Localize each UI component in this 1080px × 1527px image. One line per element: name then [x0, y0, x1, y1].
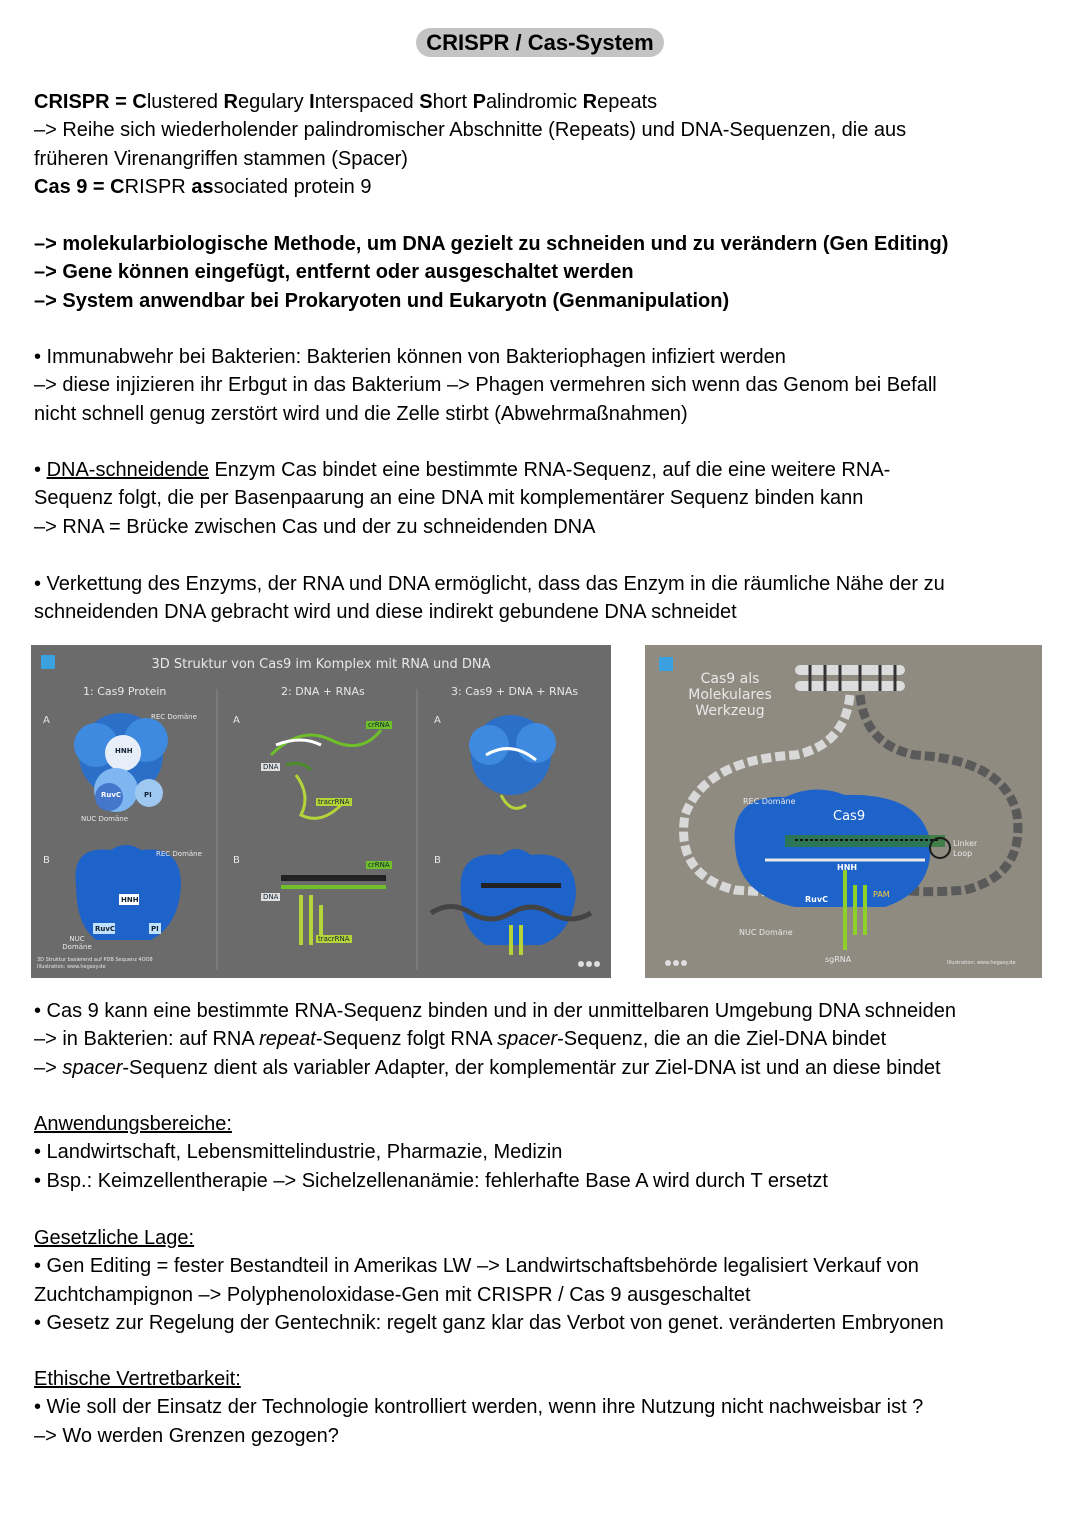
cas9-protein-schematic [75, 845, 181, 940]
figure-cas9-tool [645, 645, 1042, 978]
dna-label: DNA [263, 763, 279, 771]
nuc-domain-label: NUC Domäne [81, 815, 128, 823]
applications-section [34, 1110, 1054, 1195]
figure-cas9-structure [31, 645, 611, 978]
figure1-credit: Illustration: www.hegasy.de [37, 964, 106, 970]
section-heading: Ethische Vertretbarkeit: [34, 1368, 241, 1390]
page-title: CRISPR / Cas-System [416, 28, 663, 57]
figure2-credit: Illustration: www.hegasy.de [947, 960, 1016, 966]
figure1-col1: 1: Cas9 Protein [83, 685, 167, 698]
definition-line-3: früheren Virenangriffen stammen (Spacer) [34, 147, 408, 170]
rec-domain-label: REC Domäne [151, 713, 197, 721]
hnh-label: HNH [837, 863, 858, 872]
crrna-label: crRNA [368, 721, 390, 729]
immune-paragraph [34, 343, 1054, 428]
list-item: • Landwirtschaft, Lebensmittelindustrie, Pharmazie, Medizin [34, 1141, 563, 1164]
ruvc-label: RuvC [805, 895, 828, 904]
text-line: • DNA-schneidende Enzym Cas bindet eine bestimmte RNA-Sequenz, auf die eine weitere RNA- [34, 459, 891, 481]
section-heading: Gesetzliche Lage: [34, 1227, 195, 1249]
ruvc-label: RuvC [101, 791, 122, 799]
text-line: nicht schnell genug zerstört wird und die Zelle stirbt (Abwehrmaßnahmen) [34, 402, 688, 425]
text-line: • Immunabwehr bei Bakterien: Bakterien können von Bakteriophagen infiziert werden [34, 346, 786, 368]
list-item: Zuchtchampignon –> Polyphenoloxidase-Gen mit CRISPR / Cas 9 ausgeschaltet [34, 1283, 751, 1306]
row-label-b: B [233, 855, 240, 866]
linking-paragraph [34, 570, 1054, 627]
tracrrna-label: tracrRNA [318, 935, 350, 943]
pi-label: PI [151, 925, 159, 933]
definition-line-2: –> Reihe sich wiederholender palindromischer Abschnitte (Repeats) und DNA-Sequenzen, die aus [34, 119, 907, 142]
ruvc-label: RuvC [95, 925, 116, 933]
text-line: –> spacer-Sequenz dient als variabler Adapter, der komplementär zur Ziel-DNA ist und an diese bindet [34, 1056, 941, 1079]
row-label-b: B [43, 855, 50, 866]
tracrrna-label: tracrRNA [318, 798, 350, 806]
complex-3d [469, 715, 556, 808]
rec-domain-label: REC Domäne [156, 850, 202, 858]
figure1-col3: 3: Cas9 + DNA + RNAs [451, 685, 579, 698]
crispr-definition: CRISPR = Clustered Regulary Interspaced Short Palindromic Repeats [34, 91, 658, 113]
row-label-b: B [434, 855, 441, 866]
figure-icon [659, 657, 673, 671]
definition-block [34, 88, 1054, 201]
text-line: Sequenz folgt, die per Basenpaarung an eine DNA mit komplementärer Sequenz binden kann [34, 487, 864, 510]
list-item: • Bsp.: Keimzellentherapie –> Sichelzellenanämie: fehlerhafte Base A wird durch T ersetzt [34, 1169, 828, 1192]
rec-domain-label: REC Domäne [743, 797, 796, 806]
underlined-term: DNA-schneidende [46, 459, 209, 481]
linker-loop-label: Linker Loop [953, 839, 978, 858]
figure2-title: Cas9 als Molekulares Werkzeug [688, 671, 772, 719]
nuc-domain-label: NUC Domäne [739, 928, 793, 937]
text-line: –> in Bakterien: auf RNA repeat-Sequenz folgt RNA spacer-Sequenz, die an die Ziel-DNA bindet [34, 1028, 887, 1051]
sgrna-label: sgRNA [825, 955, 852, 964]
text-line: schneidenden DNA gebracht wird und diese indirekt gebundene DNA schneidet [34, 601, 737, 624]
dna-paragraph [34, 456, 1054, 541]
cas9-paragraph [34, 997, 1054, 1082]
cas9-body [735, 789, 931, 907]
method-points [34, 230, 1054, 315]
figure1-col2: 2: DNA + RNAs [281, 685, 365, 698]
chromosome [795, 665, 905, 691]
method-point: –> System anwendbar bei Prokaryoten und Eukaryotn (Genmanipulation) [34, 289, 730, 312]
list-item: • Gen Editing = fester Bestandteil in Amerikas LW –> Landwirtschaftsbehörde legalisiert Verkauf von [34, 1255, 919, 1278]
dna-label: DNA [263, 893, 279, 901]
text-line: • Cas 9 kann eine bestimmte RNA-Sequenz binden und in der unmittelbaren Umgebung DNA schneiden [34, 1000, 956, 1022]
figure1-credit: 3D Struktur basierend auf PDB Sequenz 4OO8 [37, 957, 153, 963]
list-item: –> Wo werden Grenzen gezogen? [34, 1424, 339, 1447]
legal-section [34, 1224, 1054, 1337]
complex-schematic [431, 849, 591, 955]
section-heading: Anwendungsbereiche: [34, 1113, 232, 1135]
text-line: –> RNA = Brücke zwischen Cas und der zu schneidenden DNA [34, 515, 596, 538]
hnh-label: HNH [121, 896, 139, 904]
pi-label: PI [144, 791, 152, 799]
ethics-section [34, 1365, 1054, 1450]
hnh-label: HNH [115, 747, 133, 755]
list-item: • Wie soll der Einsatz der Technologie kontrolliert werden, wenn ihre Nutzung nicht nachweisbar ist ? [34, 1396, 924, 1419]
method-point: –> molekularbiologische Methode, um DNA gezielt zu schneiden und zu verändern (Gen Editing) [34, 233, 949, 255]
row-label-a: A [434, 715, 441, 726]
crrna-label: crRNA [368, 861, 390, 869]
text-line: –> diese injizieren ihr Erbgut in das Bakterium –> Phagen vermehren sich wenn das Genom bei Befall [34, 374, 937, 397]
pam-label: PAM [873, 890, 890, 899]
row-label-a: A [43, 715, 50, 726]
cas9-label: Cas9 [833, 809, 866, 824]
nuc-domain-label-b: NUC Domäne [62, 935, 92, 951]
text-line: • Verkettung des Enzyms, der RNA und DNA ermöglicht, dass das Enzym in die räumliche Nähe der zu [34, 573, 945, 595]
method-point: –> Gene können eingefügt, entfernt oder ausgeschaltet werden [34, 261, 634, 284]
page-title-wrap [0, 30, 1080, 56]
figure1-title: 3D Struktur von Cas9 im Komplex mit RNA und DNA [151, 657, 491, 672]
row-label-a: A [233, 715, 240, 726]
cas9-definition: Cas 9 = CRISPR associated protein 9 [34, 175, 372, 198]
list-item: • Gesetz zur Regelung der Gentechnik: regelt ganz klar das Verbot von genet. veränderten Embryonen [34, 1311, 944, 1334]
